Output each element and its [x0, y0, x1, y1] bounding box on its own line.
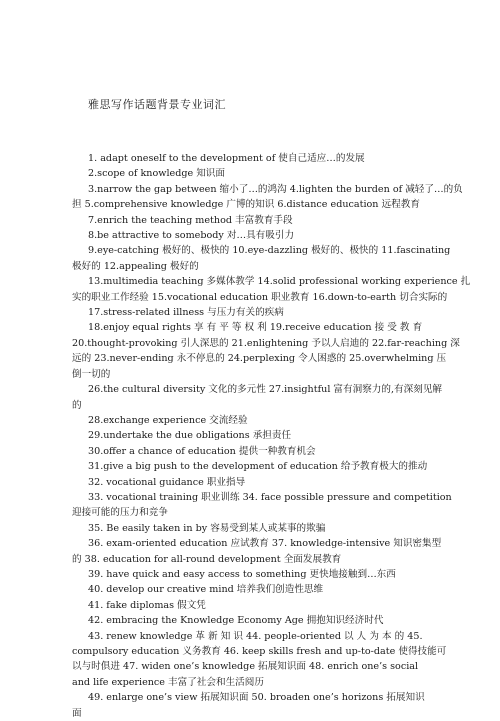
vocabulary-line: 29.undertake the due obligations 承担责任: [88, 430, 292, 442]
vocabulary-line-continuation: 远的 23.never-ending 永不停息的 24.perplexing 令人困惑的 25.overwhelming 压: [72, 353, 447, 365]
vocabulary-line-continuation: 担 5.comprehensive knowledge 广博的知识 6.distance education 远程教育: [72, 199, 420, 211]
vocabulary-line: 3.narrow the gap between 缩小了…的鸿沟 4.lighten the burden of 减轻了…的负: [88, 183, 463, 195]
vocabulary-line: 36. exam-oriented education 应试教育 37. knowledge-intensive 知识密集型: [88, 538, 442, 550]
vocabulary-line: 39. have quick and easy access to something 更快地接触到…东西: [88, 568, 396, 580]
vocabulary-line: 42. embracing the Knowledge Economy Age 拥抱知识经济时代: [88, 615, 384, 627]
vocabulary-line: 28.exchange experience 交流经验: [88, 414, 248, 426]
vocabulary-line: 8.be attractive to somebody 对…具有吸引力: [88, 230, 295, 242]
vocabulary-line-continuation: 倒一切的: [72, 368, 111, 380]
vocabulary-list: [72, 151, 471, 721]
vocabulary-line: 49. enlarge one’s view 拓展知识面 50. broaden one’s horizons 拓展知识: [88, 692, 425, 704]
vocabulary-line: 1. adapt oneself to the development of 使自己适应…的发展: [88, 153, 365, 164]
vocabulary-line: 2.scope of knowledge 知识面: [88, 168, 225, 180]
vocabulary-line-continuation: compulsory education 义务教育 46. keep skills fresh and up-to-date 使得技能可: [72, 646, 447, 657]
vocabulary-line: 7.enrich the teaching method 丰富教育手段: [88, 214, 293, 226]
vocabulary-line: 30.offer a chance of education 提供一种教育机会: [88, 445, 316, 457]
vocabulary-line-continuation: 面: [72, 707, 82, 719]
vocabulary-line: 33. vocational training 职业训练 34. face possible pressure and competition: [88, 491, 452, 503]
vocabulary-line-continuation: 20.thought-provoking 引人深思的 21.enlightening 予以人启迪的 22.far-reaching 深: [72, 337, 460, 349]
vocabulary-line: 31.give a big push to the development of education 给予教育极大的推动: [88, 461, 428, 473]
vocabulary-line-continuation: 极好的 12.appealing 极好的: [72, 260, 199, 272]
vocabulary-line: 40. develop our creative mind 培养我们创造性思维: [88, 584, 324, 596]
vocabulary-line-continuation: and life experience 丰富了社会和生活阅历: [72, 676, 264, 688]
vocabulary-line-continuation: 的 38. education for all-round development 全面发展教育: [72, 553, 342, 565]
vocabulary-line: 18.enjoy equal rights 享 有 平 等 权 利 19.receive education 接 受 教 育: [88, 322, 423, 334]
vocabulary-line: 35. Be easily taken in by 容易受到某人或某事的欺骗: [88, 522, 326, 534]
vocabulary-line: 13.multimedia teaching 多媒体教学 14.solid professional working experience 扎: [88, 276, 471, 288]
vocabulary-line-continuation: 实的职业工作经验 15.vocational education 职业教育 16.down-to-earth 切合实际的: [72, 291, 448, 303]
vocabulary-line-continuation: 的: [72, 399, 82, 411]
document-title: 雅思写作话题背景专业词汇: [88, 98, 226, 111]
vocabulary-line-continuation: 迎接可能的压力和竞争: [72, 507, 168, 519]
vocabulary-line: 17.stress-related illness 与压力有关的疾病: [88, 307, 284, 319]
vocabulary-line: 41. fake diplomas 假文凭: [88, 599, 206, 611]
vocabulary-line: 26.the cultural diversity 文化的多元性 27.insightful 富有洞察力的,有深刻见解: [88, 384, 443, 396]
vocabulary-line: 43. renew knowledge 革 新 知 识 44. people-oriented 以 人 为 本 的 45.: [88, 630, 423, 642]
vocabulary-line-continuation: 以与时俱进 47. widen one’s knowledge 拓展知识面 48. enrich one’s social: [72, 661, 419, 673]
vocabulary-line: 9.eye-catching 极好的、极快的 10.eye-dazzling 极好的、极快的 11.fascinating: [88, 245, 451, 257]
vocabulary-line: 32. vocational guidance 职业指导: [88, 476, 246, 488]
